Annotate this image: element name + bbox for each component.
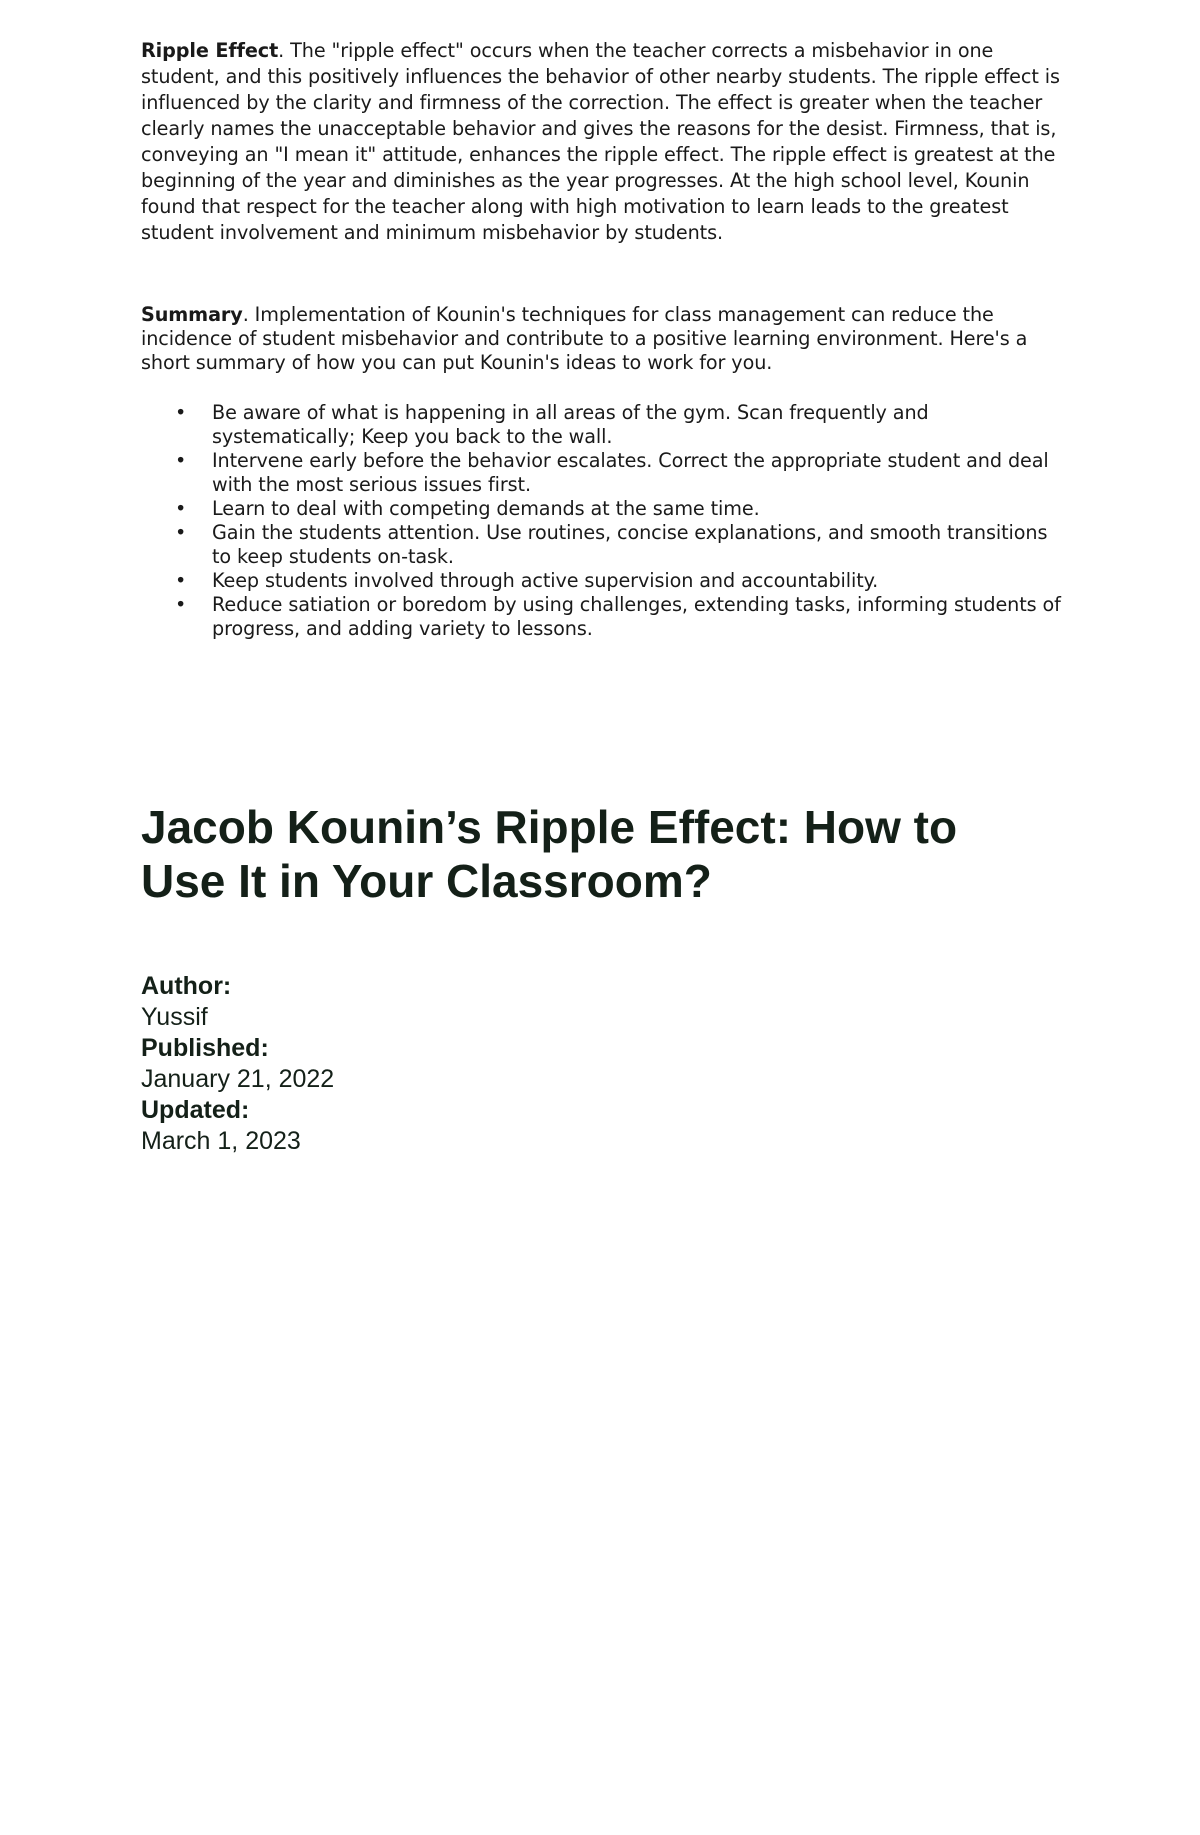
list-item-text: Keep students involved through active supervision and accountability. [212, 569, 879, 592]
summary-bullet-list [141, 401, 1071, 641]
list-item-text: Gain the students attention. Use routines, concise explanations, and smooth transitions to keep students on-task. [212, 521, 1048, 568]
list-item [141, 449, 1071, 497]
list-item-text: Intervene early before the behavior escalates. Correct the appropriate student and deal with the most serious issues first. [212, 449, 1049, 496]
author-label: Author: [141, 972, 232, 1000]
author-name: Yussif [141, 1003, 208, 1031]
list-item [141, 569, 1071, 593]
summary-paragraph [141, 303, 1071, 375]
bullet-icon: • [175, 569, 187, 592]
published-label: Published: [141, 1034, 269, 1062]
summary-heading: Summary [141, 303, 243, 326]
ripple-effect-heading: Ripple Effect [141, 39, 279, 62]
published-date: January 21, 2022 [141, 1065, 335, 1093]
ripple-effect-text: . The "ripple effect" occurs when the teacher corrects a misbehavior in one student, and this positively influences the behavior of other nearby students. The ripple effect is influenced by the clarity and firmness of the correction. The effect is greater when the teacher clearly names the unacceptable behavior and gives the reasons for the desist. Firmness, that is, conveying an "I mean it" attitude, enhances the ripple effect. The ripple effect is greatest at the beginning of the year and diminishes as the year progresses. At the high school level, Kounin found that respect for the teacher along with high motivation to learn leads to the greatest student involvement and minimum misbehavior by students. [141, 39, 1060, 244]
bullet-icon: • [175, 497, 187, 520]
updated-date: March 1, 2023 [141, 1127, 301, 1155]
bullet-icon: • [175, 521, 187, 544]
list-item [141, 593, 1071, 641]
bullet-icon: • [175, 593, 187, 616]
document-page [141, 38, 1071, 1155]
list-item-text: Be aware of what is happening in all areas of the gym. Scan frequently and systematically; Keep you back to the wall. [212, 401, 929, 448]
list-item-text: Learn to deal with competing demands at the same time. [212, 497, 760, 520]
updated-label: Updated: [141, 1096, 250, 1124]
bullet-icon: • [175, 401, 187, 424]
list-item [141, 521, 1071, 569]
article-title: Jacob Kounin’s Ripple Effect: How to Use It in Your Classroom? [141, 801, 958, 907]
list-item [141, 497, 1071, 521]
summary-text: . Implementation of Kounin's techniques for class management can reduce the incidence of student misbehavior and contribute to a positive learning environment. Here's a short summary of how you can put Kounin's ideas to work for you. [141, 303, 1028, 374]
list-item [141, 401, 1071, 449]
bullet-icon: • [175, 449, 187, 472]
ripple-effect-paragraph [141, 38, 1071, 246]
list-item-text: Reduce satiation or boredom by using challenges, extending tasks, informing students of progress, and adding variety to lessons. [212, 593, 1061, 640]
article-meta [141, 971, 334, 1157]
